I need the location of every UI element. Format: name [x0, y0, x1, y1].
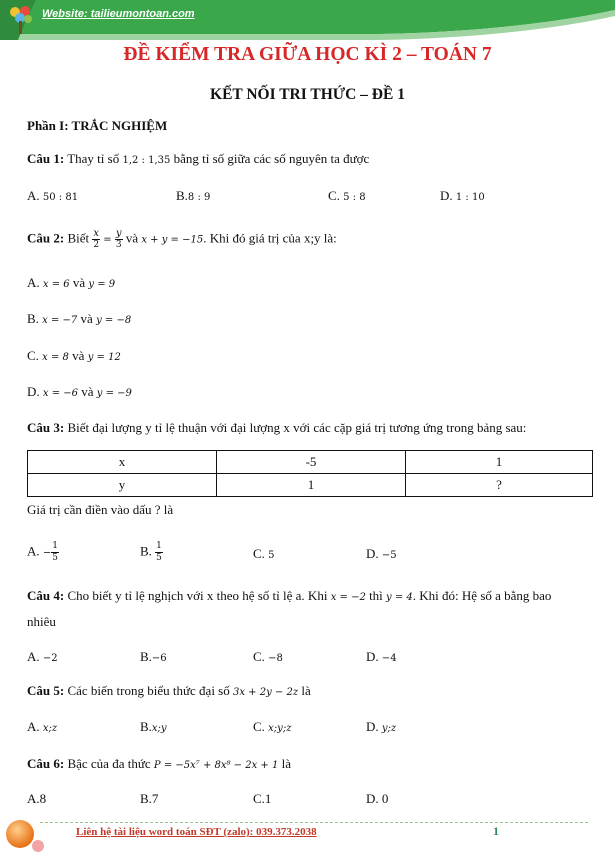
math-expression: 1,2 : 1,35	[122, 155, 171, 166]
tree-logo-icon	[6, 3, 36, 37]
q1-option-a[interactable]: A. 50 : 81	[27, 188, 79, 203]
q3-option-a[interactable]: A. − $\frac{1}{5}$	[27, 541, 59, 563]
q6-option-b[interactable]: B.7	[140, 791, 159, 806]
question-text: Biết đại lượng y tỉ lệ thuận với đại lượng x với các cặp giá trị tương ứng trong bảng sau:	[67, 420, 527, 435]
table-cell: -5	[217, 451, 406, 474]
question-5: Câu 5: Các biến trong biểu thức đại số 3x + 2y − 2z là	[27, 683, 311, 698]
website-link[interactable]: Website: tailieumontoan.com	[42, 8, 195, 20]
header-banner	[0, 0, 615, 40]
math-expression: x + y = −15	[141, 234, 204, 246]
q6-option-a[interactable]: A.8	[27, 791, 47, 806]
q1-option-c[interactable]: C. 5 : 8	[328, 188, 366, 203]
table-row	[28, 474, 593, 497]
question-text: Biết	[67, 230, 90, 246]
table-cell: y	[28, 474, 217, 497]
q6-option-d[interactable]: D. 0	[366, 791, 389, 806]
q1-option-b[interactable]: B.8 : 9	[176, 188, 211, 203]
table-cell: 1	[406, 451, 593, 474]
value-table	[27, 450, 593, 497]
footer-divider	[40, 822, 588, 823]
table-row	[28, 451, 593, 474]
q4-option-c[interactable]: C. −8	[253, 649, 283, 664]
question-label: Câu 3:	[27, 420, 65, 435]
question-4: Câu 4: Cho biết y tỉ lệ nghịch với x theo hệ số tỉ lệ a. Khi x = −2 thì y = 4. Khi đó: Hệ số a bằng bao	[27, 588, 552, 603]
question-3	[27, 420, 526, 436]
part-heading: Phần I: TRẮC NGHIỆM	[27, 118, 168, 133]
question-prompt: Giá trị cần điền vào dấu ? là	[27, 502, 174, 517]
q5-option-a[interactable]: A. x;z	[27, 719, 58, 734]
q2-option-a[interactable]: A. x = 6 và y = 9	[27, 275, 116, 290]
question-text: Cho biết y tỉ lệ nghịch với x theo hệ số tỉ lệ a. Khi	[67, 588, 328, 603]
q5-option-b[interactable]: B.x;y	[140, 719, 167, 734]
question-1	[27, 151, 369, 167]
question-text: . Khi đó giá trị của x;y là:	[203, 230, 337, 246]
question-2: Câu 2: Biết $\frac{x}{2}$ = $\frac{y}{3}$ và x + y = −15. Khi đó giá trị của x;y là:	[27, 228, 337, 250]
table-cell: x	[28, 451, 217, 474]
table-cell: ?	[406, 474, 593, 497]
footer-contact[interactable]: Liên hệ tài liệu word toán SĐT (zalo): 039.373.2038	[76, 826, 317, 838]
q1-option-d[interactable]: D. 1 : 10	[440, 188, 485, 203]
question-label: Câu 1:	[27, 151, 65, 166]
q4-option-b[interactable]: B.−6	[140, 649, 167, 664]
question-6: Câu 6: Bậc của đa thức P = −5x⁷ + 8x⁸ − 2x + 1 là	[27, 756, 291, 771]
question-text: bằng tỉ số giữa các số nguyên ta được	[173, 151, 370, 166]
q2-option-c[interactable]: C. x = 8 và y = 12	[27, 348, 121, 363]
q5-option-c[interactable]: C. x;y;z	[253, 719, 292, 734]
q3-option-d[interactable]: D. −5	[366, 546, 397, 561]
q6-option-c[interactable]: C.1	[253, 791, 272, 806]
q2-option-d[interactable]: D. x = −6 và y = −9	[27, 384, 132, 399]
q2-option-b[interactable]: B. x = −7 và y = −8	[27, 311, 132, 326]
question-text: Bậc của đa thức	[67, 756, 151, 771]
fraction-x-over-2: $\frac{x}{2}$	[93, 228, 100, 250]
exam-title: ĐỀ KIỂM TRA GIỮA HỌC KÌ 2 – TOÁN 7	[123, 44, 492, 65]
question-label: Câu 4:	[27, 588, 65, 603]
q3-option-c[interactable]: C. 5	[253, 546, 275, 561]
table-cell: 1	[217, 474, 406, 497]
question-text: Thay tỉ số	[67, 151, 120, 166]
question-text: Các biến trong biểu thức đại số	[67, 683, 230, 698]
q5-option-d[interactable]: D. y;z	[366, 719, 397, 734]
page-number: 1	[493, 824, 499, 838]
question-label: Câu 2:	[27, 230, 65, 246]
exam-subtitle: KẾT NỐI TRI THỨC – ĐỀ 1	[210, 86, 405, 103]
q3-option-b[interactable]: B. $\frac{1}{5}$	[140, 541, 162, 563]
question-text-continued: nhiêu	[27, 614, 56, 629]
question-label: Câu 5:	[27, 683, 65, 698]
q4-option-a[interactable]: A. −2	[27, 649, 58, 664]
question-label: Câu 6:	[27, 756, 65, 771]
fraction-y-over-3: $\frac{y}{3}$	[115, 228, 122, 250]
q4-option-d[interactable]: D. −4	[366, 649, 397, 664]
